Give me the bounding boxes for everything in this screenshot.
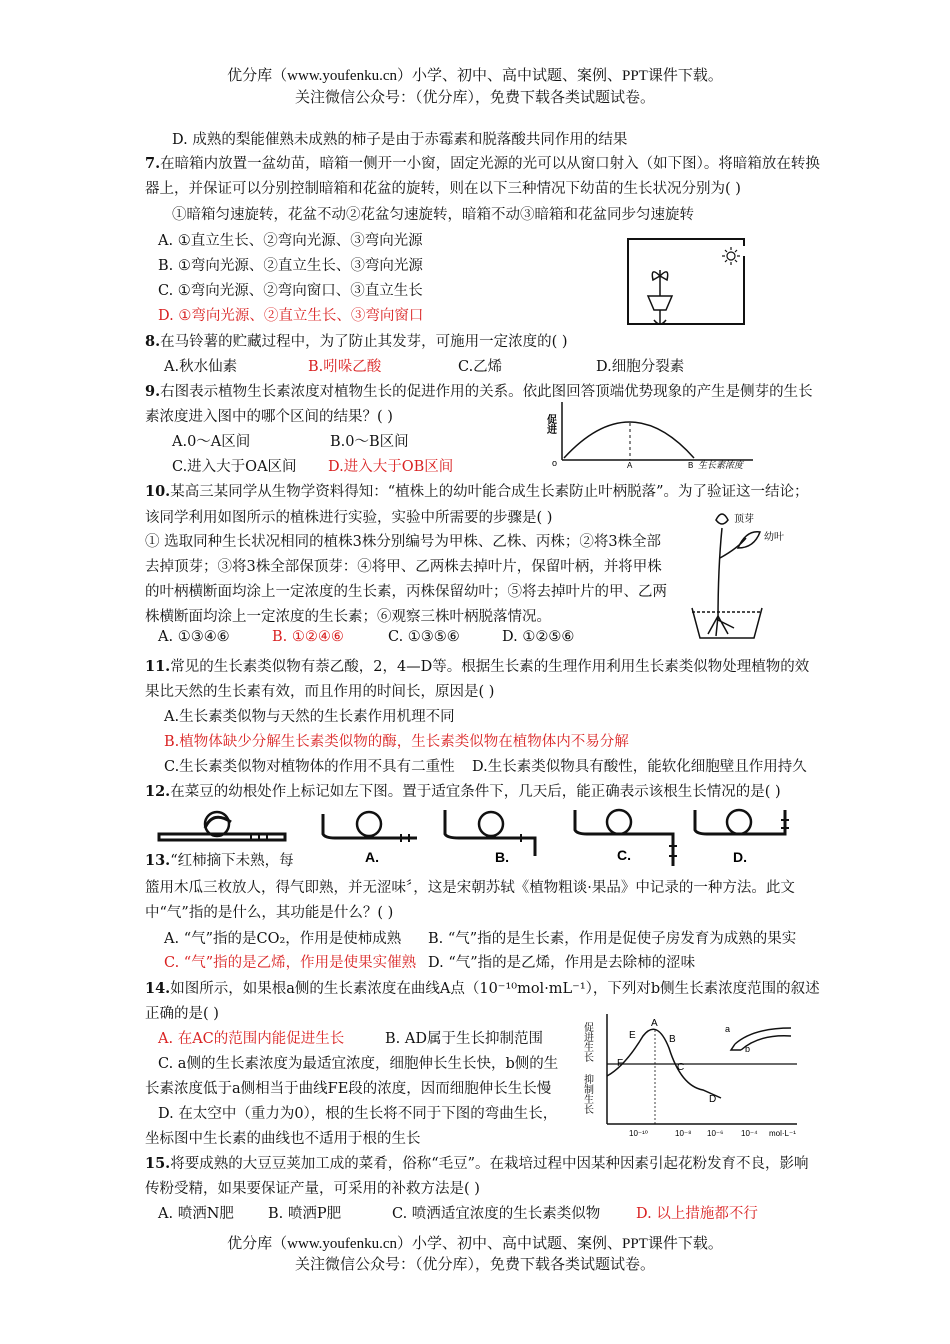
point-b-label: B (669, 1034, 676, 1045)
q11-stem-2: 果比天然的生长素有效，而且作用的时间长，原因是( ) (145, 684, 495, 700)
q10-stem-1 (145, 480, 809, 501)
apical-bud-label: 顶芽 (734, 514, 754, 525)
apical-bud (716, 514, 728, 524)
q15-stem-1 (145, 1152, 809, 1173)
q8-option-d: D.细胞分裂素 (596, 359, 685, 375)
tick-label-3: 10⁻⁶ (707, 1129, 724, 1138)
point-c-label: C (677, 1062, 685, 1073)
q9-option-d-answer: D.进入大于OB区间 (328, 459, 454, 475)
q8-option-a: A.秋水仙素 (164, 359, 238, 375)
q10-number: 10. (145, 483, 171, 500)
q11-number: 11. (145, 658, 171, 675)
young-leaf-label: 幼叶 (764, 532, 784, 543)
tick-label-4: 10⁻⁴ (741, 1129, 758, 1138)
point-d-label: D (709, 1094, 717, 1105)
q7-conditions: ①暗箱匀速旋转，花盆不动②花盆匀速旋转，暗箱不动③暗箱和花盆同步匀速旋转 (172, 207, 694, 223)
promotion-curve (564, 422, 694, 458)
bent-root-inset (731, 1028, 791, 1050)
y-axis-label: 促进 (544, 414, 556, 434)
young-leaf (738, 532, 760, 548)
point-a-label: A (651, 1018, 658, 1029)
point-a-label: A (627, 461, 633, 470)
x-axis-label: 生长素浓度 (698, 460, 744, 470)
option-d-root (695, 810, 789, 834)
q12-stem-text: 在菜豆的幼根处作上标记如左下图。置于适宜条件下，几天后，能正确表示该根生长情况的是( ) (170, 784, 781, 800)
q10-step-line-2: 去掉顶芽；③将3株全部保顶芽：④将甲、乙两株去掉叶片，保留叶柄，并将甲株 (145, 559, 662, 575)
q11-option-d: D.生长素类似物具有酸性，能软化细胞壁且作用持久 (472, 759, 807, 775)
q15-stem-text: 将要成熟的大豆豆荚加工成的菜肴，俗称“毛豆”。在栽培过程中因某种因素引起花粉发育不良，影响 (170, 1156, 809, 1172)
footer-line-2: 关注微信公众号：（优分库），免费下载各类试题试卷。 (294, 1257, 655, 1273)
q7-option-d-answer: D. ①弯向光源、②直立生长、③弯向窗口 (158, 308, 424, 324)
q7-dark-box-figure (620, 236, 770, 336)
q13-stem-3: 中“气”指的是什么，其功能是什么？( ) (145, 905, 394, 921)
q12-label-d: D. (733, 849, 747, 865)
side-b-label: b (745, 1044, 751, 1054)
q9-option-a: A.0～A区间 (172, 434, 251, 450)
seedling (648, 270, 672, 324)
q14-auxin-curve-figure (581, 1008, 810, 1140)
footer-line-1: 优分库（www.youfenku.cn）小学、初中、高中试题、案例、PPT课件下载。 (227, 1236, 723, 1252)
q9-option-b: B.0～B区间 (330, 434, 409, 450)
point-b-label: B (688, 461, 694, 470)
q15-option-d-answer: D. 以上措施都不行 (636, 1206, 758, 1222)
q7-stem-text: 在暗箱内放置一盆幼苗，暗箱一侧开一小窗，固定光源的光可以从窗口射入（如下图）。将暗箱放在转换 (160, 156, 820, 172)
q7-number: 7. (145, 155, 161, 172)
q12-label-a: A. (365, 849, 379, 865)
q14-stem-2: 正确的是( ) (145, 1006, 219, 1022)
q12-number: 12. (145, 783, 171, 800)
option-a-root (323, 812, 417, 842)
q7-stem-2: 器上，并保证可以分别控制暗箱和花盆的旋转，则在以下三种情况下幼苗的生长状况分别为( ) (145, 181, 741, 197)
x-unit-label: mol·L⁻¹ (769, 1129, 796, 1138)
q7-stem-1 (145, 152, 820, 173)
q14-option-c-line-2: 长素浓度低于a侧相当于曲线FE段的浓度，因而细胞伸长生长慢 (145, 1081, 552, 1097)
q14-stem-text: 如图所示，如果根a侧的生长素浓度在曲线A点（10⁻¹⁰mol·mL⁻¹），下列对b侧生长素浓度范围的叙述 (170, 981, 820, 997)
q9-growth-curve-figure (544, 398, 768, 470)
q10-step-line-4: 株横断面均涂上一定浓度的生长素；⑥观察三株叶柄脱落情况。 (145, 609, 551, 625)
q11-option-c: C.生长素类似物对植物体的作用不具有二重性 (164, 759, 455, 775)
q15-option-b: B. 喷洒P肥 (268, 1206, 342, 1222)
q10-option-c: C. ①③⑤⑥ (388, 629, 460, 645)
q11-stem-1 (145, 655, 809, 676)
q12-label-b: B. (495, 849, 509, 865)
q9-option-c: C.进入大于OA区间 (172, 459, 297, 475)
q14-stem-1 (145, 977, 820, 998)
q10-option-d: D. ①②⑤⑥ (502, 629, 575, 645)
roots (708, 616, 734, 636)
q13-stem-1 (145, 849, 294, 870)
q12-stem (145, 780, 781, 801)
point-f-label: F (617, 1058, 624, 1069)
q10-plant-figure (688, 508, 808, 643)
q10-option-b-answer: B. ①②④⑥ (272, 629, 344, 645)
q13-option-c-answer: C. “气”指的是乙烯，作用是使果实催熟 (164, 955, 417, 971)
q8-option-b-answer: B.吲哚乙酸 (308, 359, 382, 375)
q10-option-a: A. ①③④⑥ (158, 629, 230, 645)
q13-option-b: B. “气”指的是生长素，作用是促使子房发育为成熟的果实 (428, 931, 797, 947)
q10-step-line-1: ① 选取同种生长状况相同的植株3株分别编号为甲株、乙株、丙株；②将3株全部 (145, 534, 662, 550)
q13-option-a: A. “气”指的是CO₂，作用是使柿成熟 (164, 931, 402, 947)
q7-option-b: B. ①弯向光源、②直立生长、③弯向光源 (158, 258, 423, 274)
stem (718, 528, 722, 620)
q13-stem-text: “红柿摘下未熟，每 (170, 853, 294, 869)
origin-label: o (552, 458, 558, 468)
header-line-2: 关注微信公众号：（优分库），免费下载各类试题试卷。 (294, 90, 655, 106)
q13-number: 13. (145, 852, 171, 869)
q8-stem-text: 在马铃薯的贮藏过程中，为了防止其发芽，可施用一定浓度的( ) (160, 334, 568, 350)
q6-option-d: D. 成熟的梨能催熟未成熟的柿子是由于赤霉素和脱落酸共同作用的结果 (172, 132, 628, 148)
q7-option-a: A. ①直立生长、②弯向光源、③弯向光源 (158, 233, 423, 249)
q11-option-b-answer: B.植物体缺少分解生长素类似物的酶，生长素类似物在植物体内不易分解 (164, 734, 629, 750)
q11-stem-text: 常见的生长素类似物有萘乙酸，2，4—D等。根据生长素的生理作用利用生长素类似物处理植物的效 (170, 659, 810, 675)
q9-stem-text: 右图表示植物生长素浓度对植物生长的促进作用的关系。依此图回答顶端优势现象的产生是侧芽的生长 (160, 384, 813, 400)
q15-option-c: C. 喷洒适宜浓度的生长素类似物 (392, 1206, 601, 1222)
header-line-1: 优分库（www.youfenku.cn）小学、初中、高中试题、案例、PPT课件下载。 (227, 68, 723, 84)
q9-stem-2: 素浓度进入图中的哪个区间的结果？( ) (145, 409, 393, 425)
inhibit-label: 抑制生长 (581, 1074, 593, 1114)
tick-label-1: 10⁻¹⁰ (629, 1129, 648, 1138)
q8-number: 8. (145, 333, 161, 350)
q15-stem-2: 传粉受精，如果要保证产量，可采用的补救方法是( ) (145, 1181, 480, 1197)
option-b-root (445, 810, 535, 856)
q8-option-c: C.乙烯 (458, 359, 503, 375)
side-a-label: a (725, 1024, 731, 1034)
q14-number: 14. (145, 980, 171, 997)
q15-option-a: A. 喷洒N肥 (158, 1206, 234, 1222)
q10-stem-text: 某高三某同学从生物学资料得知：“植株上的幼叶能合成生长素防止叶柄脱落”。为了验证这一结论； (170, 484, 809, 500)
q13-option-d: D. “气”指的是乙烯，作用是去除柿的涩味 (428, 955, 696, 971)
q15-number: 15. (145, 1155, 171, 1172)
q7-option-c: C. ①弯向光源、②弯向窗口、③直立生长 (158, 283, 423, 299)
q8-stem (145, 330, 568, 351)
q10-step-line-3: 的叶柄横断面均涂上一定浓度的生长素，丙株保留幼叶；⑤将去掉叶片的甲、乙两 (145, 584, 667, 600)
q14-option-d-line-1: D. 在太空中（重力为0），根的生长将不同于下图的弯曲生长， (158, 1106, 558, 1122)
q9-number: 9. (145, 383, 161, 400)
sun-icon (722, 247, 740, 265)
q10-stem-2: 该同学利用如图所示的植株进行实验，实验中所需要的步骤是( ) (145, 510, 553, 526)
promote-label: 促进生长 (581, 1022, 593, 1062)
q14-option-a-answer: A. 在AC的范围内能促进生长 (158, 1031, 345, 1047)
original-root (159, 812, 285, 840)
q13-stem-2: 篮用木瓜三枚放人，得气即熟，并无涩味〞，这是宋朝苏轼《植物粗谈·果品》中记录的一种方法。此文 (145, 880, 795, 896)
q14-option-b: B. AD属于生长抑制范围 (385, 1031, 543, 1047)
q14-option-c-line-1: C. a侧的生长素浓度为最适宜浓度，细胞伸长生长快，b侧的生 (158, 1056, 559, 1072)
tick-label-2: 10⁻⁸ (675, 1129, 692, 1138)
point-e-label: E (629, 1030, 636, 1041)
q12-label-c: C. (617, 847, 631, 863)
q14-option-d-line-2: 坐标图中生长素的曲线也不适用于根的生长 (145, 1131, 421, 1147)
q11-option-a: A.生长素类似物与天然的生长素作用机理不同 (164, 709, 455, 725)
